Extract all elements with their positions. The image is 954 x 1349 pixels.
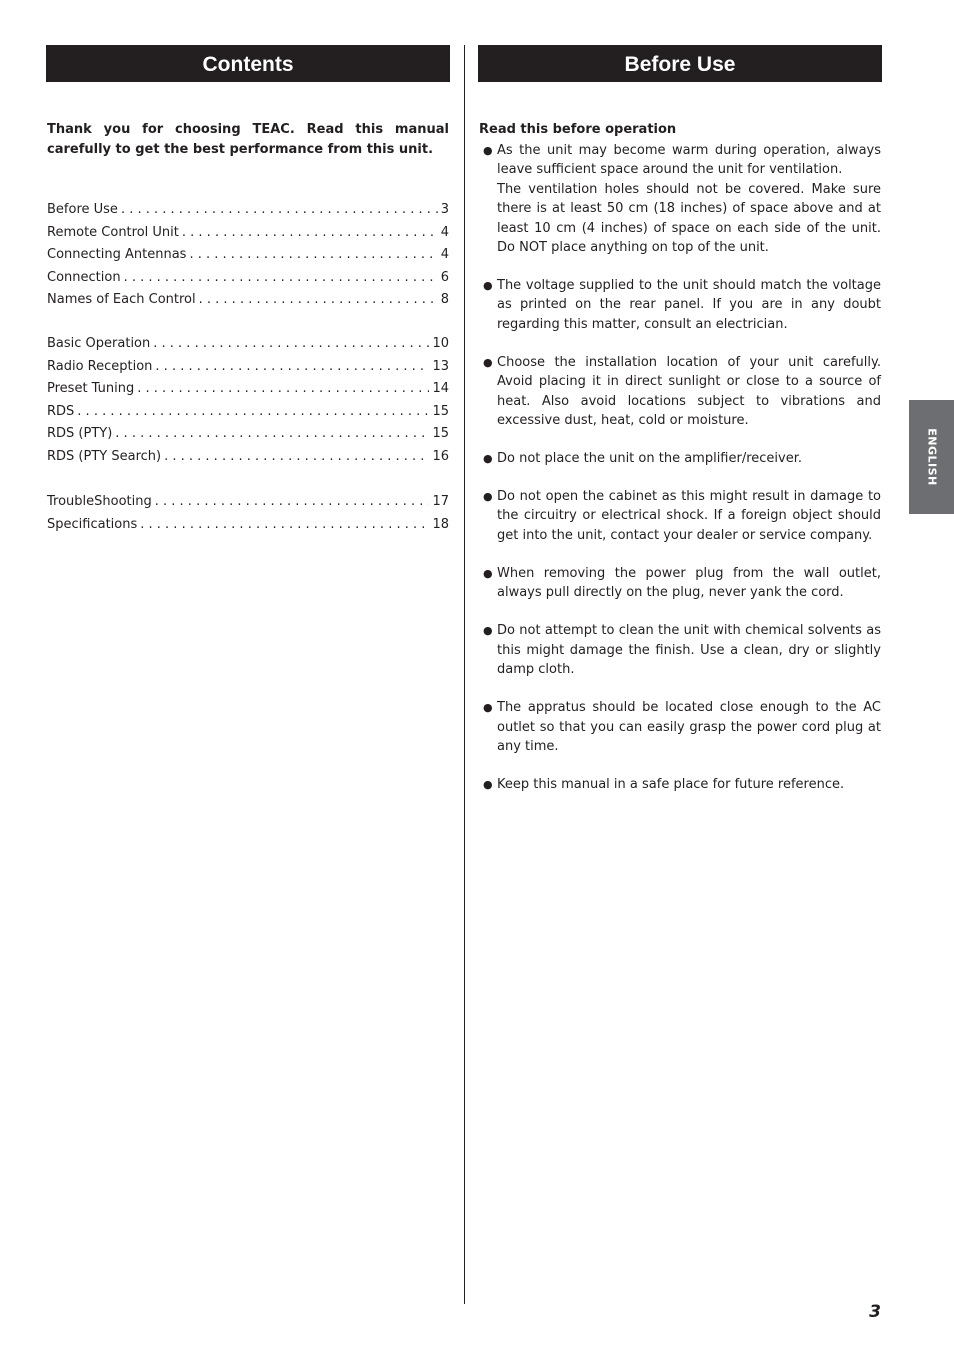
precaution-item [479, 775, 881, 794]
toc-leader-dots [155, 356, 429, 379]
toc-entry [47, 199, 449, 222]
toc-entry-page: 4 [440, 247, 449, 262]
toc-entry-page: 17 [432, 494, 449, 509]
toc-entry-label: Connecting Antennas [47, 247, 187, 262]
precaution-text: As the unit may become warm during operation, always leave sufficient space around the unit for ventilation. [497, 143, 881, 178]
toc-entry-page: 15 [432, 426, 449, 441]
precautions-list [479, 141, 881, 813]
toc-entry-label: RDS [47, 403, 75, 419]
toc-entry-page: 8 [440, 292, 449, 307]
before-use-heading: Before Use [478, 45, 882, 82]
bullet-icon: ● [483, 452, 493, 466]
toc-leader-dots [115, 423, 429, 446]
toc-entry-label: Connection [47, 269, 121, 285]
toc-leader-dots [140, 514, 429, 537]
toc-entry-page: 10 [432, 336, 449, 351]
toc-entry-page: 4 [440, 224, 449, 240]
toc-entry-label: RDS (PTY Search) [47, 448, 162, 464]
precaution-text: Choose the installation location of your unit carefully. Avoid placing it in direct sunlight or close to a source of heat. Also avoid locations subject to vibrations and excessive dust, heat, cold or moisture. [497, 354, 881, 429]
contents-heading: Contents [46, 45, 450, 82]
toc-entry-label: Names of Each Control [47, 292, 196, 307]
toc-entry [47, 401, 449, 424]
toc-entry [47, 446, 449, 469]
toc-leader-dots [199, 289, 438, 312]
precaution-item [479, 141, 881, 257]
toc-entry-page: 18 [432, 516, 449, 532]
precaution-item [479, 449, 881, 468]
toc-entry [47, 423, 449, 446]
precaution-item [479, 276, 881, 334]
toc-entry [47, 356, 449, 379]
toc-entry-label: Radio Reception [47, 358, 153, 374]
toc-leader-dots [137, 378, 429, 401]
toc-leader-dots [153, 333, 429, 356]
bullet-icon: ● [483, 355, 493, 369]
page-number: 3 [869, 1302, 881, 1322]
toc-leader-dots [182, 222, 438, 245]
toc-entry [47, 289, 449, 312]
precaution-text: The ventilation holes should not be covered. Make sure there is at least 50 cm (18 inches) of space above and at least 10 cm (4 inches) of space on each side of the unit. Do NOT place anything on top of the unit. [497, 181, 881, 256]
toc-entry-page: 16 [432, 448, 449, 464]
precaution-item [479, 621, 881, 679]
toc-entry [47, 267, 449, 290]
toc-entry-label: RDS (PTY) [47, 426, 113, 441]
toc-entry-label: Remote Control Unit [47, 224, 179, 240]
toc-entry-page: 14 [432, 381, 449, 396]
toc-entry [47, 244, 449, 267]
bullet-icon: ● [483, 777, 493, 791]
toc-leader-dots [189, 244, 437, 267]
language-tab-label: ENGLISH [925, 428, 938, 486]
toc-entry [47, 378, 449, 401]
bullet-icon: ● [483, 566, 493, 580]
toc-entry [47, 491, 449, 514]
bullet-icon: ● [483, 490, 493, 504]
bullet-icon: ● [483, 624, 493, 638]
precaution-text: The voltage supplied to the unit should match the voltage as printed on the rear panel. If you are in any doubt regarding this matter, consult an electrician. [497, 278, 881, 332]
toc-group-1 [47, 199, 449, 312]
precaution-text: Do not place the unit on the amplifier/receiver. [497, 451, 803, 467]
precaution-item [479, 487, 881, 545]
toc-group-2 [47, 333, 449, 468]
toc-entry-label: TroubleShooting [47, 494, 152, 509]
precaution-item [479, 353, 881, 431]
toc-leader-dots [155, 491, 430, 514]
bullet-icon: ● [483, 144, 493, 157]
intro-text: Thank you for choosing TEAC. Read this manual carefully to get the best performance from this unit. [47, 122, 449, 157]
toc-entry-label: Specifications [47, 516, 138, 532]
bullet-icon: ● [483, 701, 493, 715]
precaution-text: Do not attempt to clean the unit with chemical solvents as this might damage the finish. Use a clean, dry or slightly damp cloth. [497, 623, 881, 678]
toc-leader-dots [164, 446, 429, 469]
precaution-text: When removing the power plug from the wall outlet, always pull directly on the plug, never yank the cord. [497, 565, 881, 601]
precaution-text: Do not open the cabinet as this might result in damage to the circuitry or electrical shock. If a foreign object should get into the unit, contact your dealer or service company. [497, 489, 881, 543]
toc-leader-dots [124, 267, 438, 290]
toc-entry-page: 13 [432, 358, 449, 374]
toc-entry-page: 15 [432, 403, 449, 419]
section-title: Read this before operation [479, 122, 677, 137]
toc-entry-label: Basic Operation [47, 336, 151, 351]
toc-entry [47, 333, 449, 356]
precaution-text: The appratus should be located close enough to the AC outlet so that you can easily grasp the power cord plug at any time. [497, 700, 881, 754]
precaution-item [479, 564, 881, 603]
toc-leader-dots [77, 401, 429, 424]
language-tab [909, 400, 954, 514]
toc-entry [47, 222, 449, 245]
toc-leader-dots [121, 199, 438, 222]
precaution-item [479, 698, 881, 756]
toc-entry-page: 6 [440, 269, 449, 285]
bullet-icon: ● [483, 279, 493, 293]
toc-entry-label: Preset Tuning [47, 381, 135, 396]
precaution-text: Keep this manual in a safe place for future reference. [497, 776, 845, 792]
toc-entry-label: Before Use [47, 202, 118, 217]
toc-group-3 [47, 491, 449, 536]
toc-entry-page: 3 [440, 202, 449, 217]
column-divider [464, 45, 465, 1304]
toc-entry [47, 514, 449, 537]
